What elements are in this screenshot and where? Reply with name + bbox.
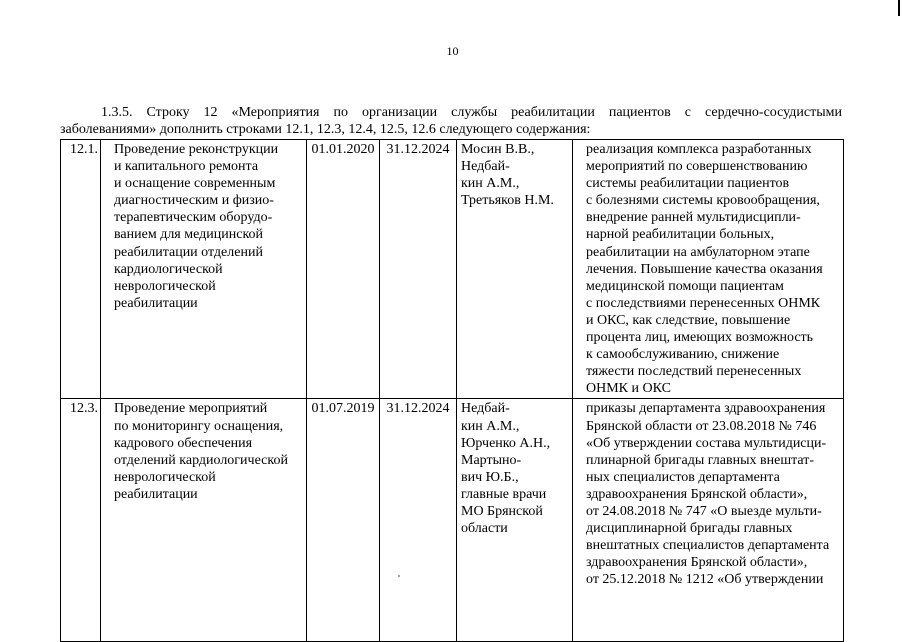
text-line: «Об утверждении состава мультидисци- [586, 435, 827, 451]
text-line: Мосин В.В., [461, 142, 535, 157]
expected-result [573, 399, 844, 642]
scan-speck [398, 575, 400, 577]
margin-mark [898, 0, 900, 16]
text-line: ОНМК и ОКС [586, 381, 671, 397]
text-line: мероприятий по совершенствованию [586, 159, 808, 175]
text-line: и оснащение современным [114, 176, 276, 192]
text-line: медицинской помощи пациентам [586, 278, 784, 294]
text-line: с болезнями системы кровообращения, [586, 193, 820, 209]
start-date: 01.01.2020 [307, 140, 380, 399]
table-row [61, 399, 844, 642]
text-line: здравоохранения Брянской области», [586, 555, 808, 571]
text-line: здравоохранения Брянской области», [586, 486, 808, 502]
text-line: с последствиями перенесенных ОНМК [586, 295, 821, 311]
intro-line-2: заболеваниями» дополнить строками 12.1, 12.3, 12.4, 12.5, 12.6 следующего содержания: [60, 122, 591, 137]
text-line: терапевтическим оборудо- [114, 210, 273, 226]
responsible-persons [457, 399, 573, 642]
text-line: от 25.12.2018 № 1212 «Об утверждении [586, 572, 824, 588]
text-line: Недбай- [461, 401, 510, 417]
text-line: Недбай- [461, 159, 510, 175]
measure-title [101, 140, 307, 399]
text-line: реализация комплекса разработанных [586, 142, 812, 157]
text-line: реабилитации отделений [114, 244, 263, 260]
text-line: неврологической [114, 469, 216, 485]
text-line: дисциплинарной бригады главных [586, 521, 793, 537]
responsible-persons [457, 140, 573, 399]
text-line: Проведение реконструкции [114, 142, 279, 157]
text-line: Юрченко А.Н., [461, 435, 551, 451]
row-number: 12.3. [61, 399, 101, 642]
text-line: Брянской области от 23.08.2018 № 746 [586, 418, 817, 434]
text-line: по мониторингу оснащения, [114, 418, 284, 434]
text-line: МО Брянской [461, 503, 543, 519]
intro-line-1: 1.3.5. Строку 12 «Мероприятия по организации службы реабилитации пациентов с сердечно-сосудистыми [101, 105, 842, 120]
text-line: реабилитации [114, 486, 198, 502]
end-date: 31.12.2024 [380, 399, 457, 642]
text-line: внедрение ранней мультидисципли- [586, 210, 801, 226]
text-line: реабилитации на амбулаторном этапе [586, 244, 810, 260]
text-line: кин А.М., [461, 176, 520, 192]
end-date: 31.12.2024 [380, 140, 457, 399]
text-line: кадрового обеспечения [114, 435, 253, 451]
text-line: к самообслуживанию, снижение [586, 347, 780, 363]
text-line: Мартыно- [461, 452, 522, 468]
measures-table [60, 139, 844, 642]
text-line: ванием для медицинской [114, 227, 264, 243]
text-line: приказы департамента здравоохранения [586, 401, 826, 417]
text-line: и ОКС, как следствие, повышение [586, 312, 791, 328]
table-row [61, 140, 844, 399]
text-line: лечения. Повышение качества оказания [586, 261, 823, 277]
text-line: реабилитации [114, 295, 198, 311]
text-line: тяжести последствий перенесенных [586, 364, 802, 380]
text-line: главные врачи [461, 486, 547, 502]
intro-paragraph [60, 104, 842, 138]
text-line: неврологической [114, 278, 216, 294]
text-line: кардиологической [114, 261, 223, 277]
text-line: Проведение мероприятий [114, 401, 268, 417]
text-line: отделений кардиологической [114, 452, 288, 468]
text-line: диагностическим и физио- [114, 193, 274, 209]
text-line: кин А.М., [461, 418, 520, 434]
text-line: внештатных специалистов департамента [586, 538, 830, 554]
text-line: системы реабилитации пациентов [586, 176, 790, 192]
text-line: вич Ю.Б., [461, 469, 519, 485]
text-line: процента лиц, имеющих возможность [586, 330, 814, 346]
text-line: Третьяков Н.М. [461, 193, 554, 209]
measure-title [101, 399, 307, 642]
expected-result [573, 140, 844, 399]
text-line: плинарной бригады главных внештат- [586, 452, 815, 468]
text-line: области [461, 521, 508, 537]
page-number: 10 [446, 44, 459, 58]
text-line: нарной реабилитации больных, [586, 227, 775, 243]
start-date: 01.07.2019 [307, 399, 380, 642]
text-line: ных специалистов департамента [586, 469, 780, 485]
text-line: и капитального ремонта [114, 159, 259, 175]
text-line: от 24.08.2018 № 747 «О выезде мульти- [586, 503, 822, 519]
row-number: 12.1. [61, 140, 101, 399]
